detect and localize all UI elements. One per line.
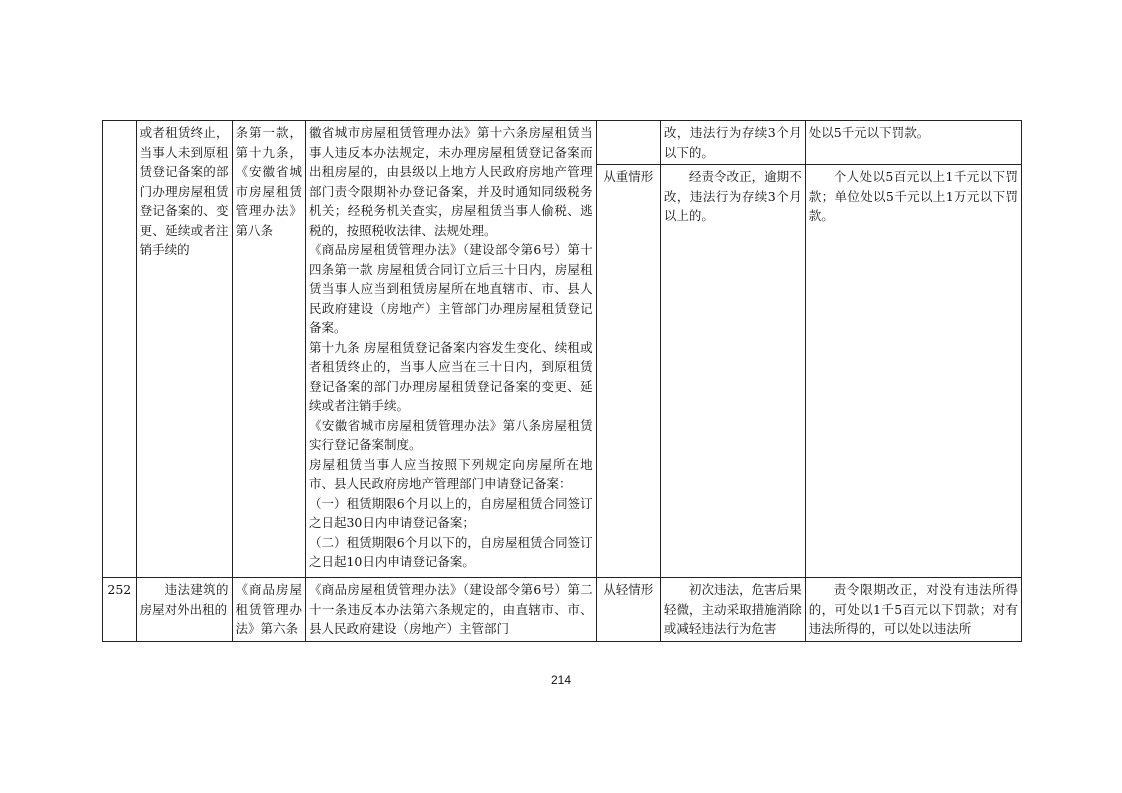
penalty-cell: 处以5千元以下罚款。 [805,121,1021,165]
clause-paragraph: 第十九条 房屋租赁登记备案内容发生变化、续租或者租赁终止的，当事人应当在三十日内，到原租赁登记备案的部门办理房屋租赁登记备案的变更、延续或者注销手续。 [308,339,593,413]
legal-basis-cell: 条第一款，第十九条，《安徽省城市房屋租赁管理办法》第八条 [232,121,305,578]
penalty-cell: 个人处以5百元以上1千元以下罚款；单位处以5千元以上1万元以下罚款。 [805,165,1021,578]
row-number-cell: 252 [103,578,137,642]
penalty-cell: 责令限期改正，对没有违法所得的，可处以1千5百元以下罚款；对有违法所得的，可以处以违法所 [805,578,1021,642]
illegal-behavior-cell: 或者租赁终止，当事人未到原租赁登记备案的部门办理房屋租赁登记备案的、变更、延续或者注销手续的 [136,121,232,578]
circumstance-level-cell: 从轻情形 [596,578,660,642]
legal-clause-cell [305,121,596,578]
table-row [103,578,1022,642]
clause-paragraph: 《安徽省城市房屋租赁管理办法》第八条房屋租赁实行登记备案制度。 [308,417,593,452]
circumstance-level-cell: 从重情形 [596,165,660,578]
circumstance-cell: 初次违法，危害后果轻微，主动采取措施消除或减轻违法行为危害 [660,578,805,642]
circumstance-cell: 改，违法行为存续3个月以下的。 [660,121,805,165]
circumstance-level-cell [596,121,660,165]
illegal-behavior-cell: 违法建筑的房屋对外出租的 [136,578,232,642]
clause-paragraph: （一）租赁期限6个月以上的，自房屋租赁合同签订之日起30日内申请登记备案； [308,495,593,530]
legal-basis-cell: 《商品房屋租赁管理办法》第六条 [232,578,305,642]
row-number-cell [103,121,137,578]
clause-paragraph: 徽省城市房屋租赁管理办法》第十六条房屋租赁当事人违反本办法规定，未办理房屋租赁登记备案而出租房屋的，由县级以上地方人民政府房地产管理部门责令限期补办登记备案，并及时通知同级税务机关；经税务机关查实，房屋租赁当事人偷税、逃税的，按照税收法律、法规处理。 [308,125,593,238]
legal-clause-cell: 《商品房屋租赁管理办法》（建设部令第6号）第二十一条违反本办法第六条规定的，由直辖市、市、县人民政府建设（房地产）主管部门 [305,578,596,642]
clause-paragraph: 房屋租赁当事人应当按照下列规定向房屋所在地市、县人民政府房地产管理部门申请登记备案： [308,456,593,491]
clause-paragraph: （二）租赁期限6个月以下的，自房屋租赁合同签订之日起10日内申请登记备案。 [308,534,593,569]
table-row [103,121,1022,165]
clause-paragraph: 《商品房屋租赁管理办法》（建设部令第6号）第十四条第一款 房屋租赁合同订立后三十日内，房屋租赁当事人应当到租赁房屋所在地直辖市、市、县人民政府建设（房地产）主管部门办理房屋租赁登记备案。 [308,242,593,335]
page-number: 214 [550,673,572,687]
circumstance-cell: 经责令改正，逾期不改，违法行为存续3个月以上的。 [660,165,805,578]
penalty-standards-table [102,120,1022,642]
